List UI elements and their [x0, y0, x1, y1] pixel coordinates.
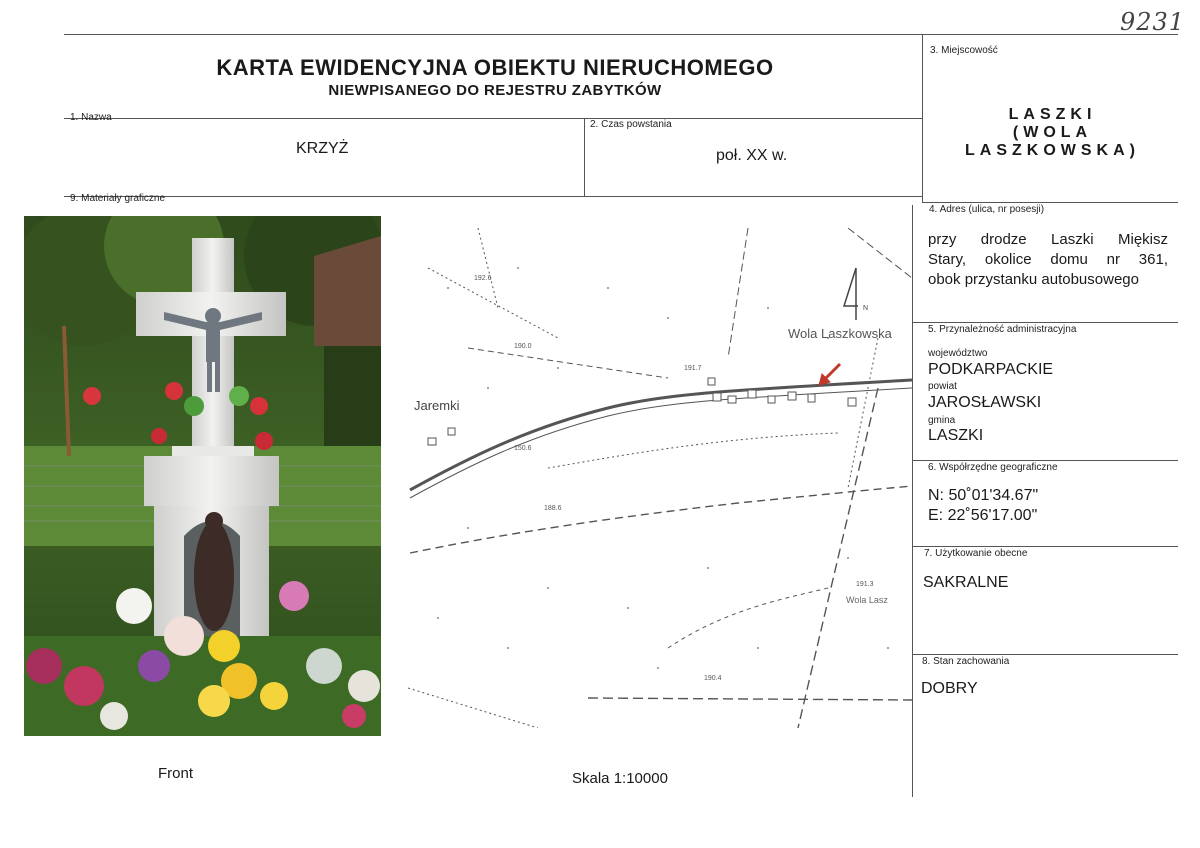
date-value: poł. XX w.: [716, 147, 788, 164]
archive-number: 9231: [1120, 8, 1186, 36]
place-label: Wola Lasz: [846, 595, 888, 605]
title-rule: [64, 118, 922, 119]
elevation-label: 188.6: [544, 505, 562, 512]
usage-value: SAKRALNE: [923, 574, 1009, 591]
address-label: 4. Adres (ulica, nr posesji): [929, 204, 1045, 215]
locality-value: [925, 106, 1180, 160]
elevation-label: 150.6: [514, 445, 532, 452]
address-line: obok przystanku autobusowego: [928, 271, 1139, 288]
condition-value: DOBRY: [921, 680, 978, 697]
coords-north: N: 50˚01'34.67": [928, 487, 1039, 504]
locality-line: LASZKOWSKA): [965, 142, 1140, 159]
right-column-divider: [922, 34, 923, 202]
usage-label: 7. Użytkowanie obecne: [924, 548, 1028, 559]
date-label: 2. Czas powstania: [590, 119, 672, 130]
north-label: N: [863, 305, 869, 312]
usage-rule: [912, 546, 1178, 547]
name-date-divider: [584, 118, 585, 196]
condition-label: 8. Stan zachowania: [922, 656, 1010, 667]
voivodeship-value: PODKARPACKIE: [928, 361, 1054, 378]
commune-value: LASZKI: [928, 427, 984, 444]
elevation-label: 191.3: [856, 581, 874, 588]
page-title: KARTA EWIDENCYJNA OBIEKTU NIERUCHOMEGO: [216, 55, 774, 80]
locality-label: 3. Miejscowość: [930, 45, 998, 56]
map-caption: Skala 1:10000: [572, 770, 668, 787]
commune-label: gmina: [928, 415, 956, 426]
admin-rule: [912, 322, 1178, 323]
elevation-label: 190.0: [514, 343, 532, 350]
name-row-rule: [64, 196, 922, 197]
county-value: JAROSŁAWSKI: [928, 394, 1042, 411]
graphics-label: 9. Materiały graficzne: [70, 193, 166, 204]
condition-rule: [912, 654, 1178, 655]
locality-line: (WOLA: [1012, 124, 1093, 141]
county-label: powiat: [928, 381, 957, 392]
elevation-label: 191.7: [684, 365, 702, 372]
elevation-label: 192.6: [474, 275, 492, 282]
coords-label: 6. Współrzędne geograficzne: [928, 462, 1058, 473]
admin-label: 5. Przynależność administracyjna: [928, 324, 1077, 335]
address-value: [928, 230, 1168, 290]
location-arrow-icon: [819, 364, 840, 385]
page-subtitle: NIEWPISANEGO DO REJESTRU ZABYTKÓW: [328, 82, 662, 99]
address-rule: [922, 202, 1178, 203]
address-line: przy drodze Laszki Miękisz: [928, 231, 1168, 248]
cross-photo: [24, 216, 381, 736]
location-map: [408, 228, 912, 728]
place-label: Jaremki: [414, 398, 460, 413]
coords-east: E: 22˚56'17.00": [928, 507, 1038, 524]
photo-caption: Front: [158, 765, 194, 782]
top-rule: [64, 34, 1178, 35]
name-value: KRZYŻ: [296, 140, 349, 157]
place-label: Wola Laszkowska: [788, 326, 892, 341]
elevation-label: 190.4: [704, 675, 722, 682]
name-label: 1. Nazwa: [70, 112, 112, 123]
coords-rule: [912, 460, 1178, 461]
map-right-divider: [912, 205, 913, 797]
locality-line: LASZKI: [1008, 106, 1097, 123]
address-line: Stary, okolice domu nr 361,: [928, 251, 1168, 268]
voivodeship-label: województwo: [928, 348, 988, 359]
